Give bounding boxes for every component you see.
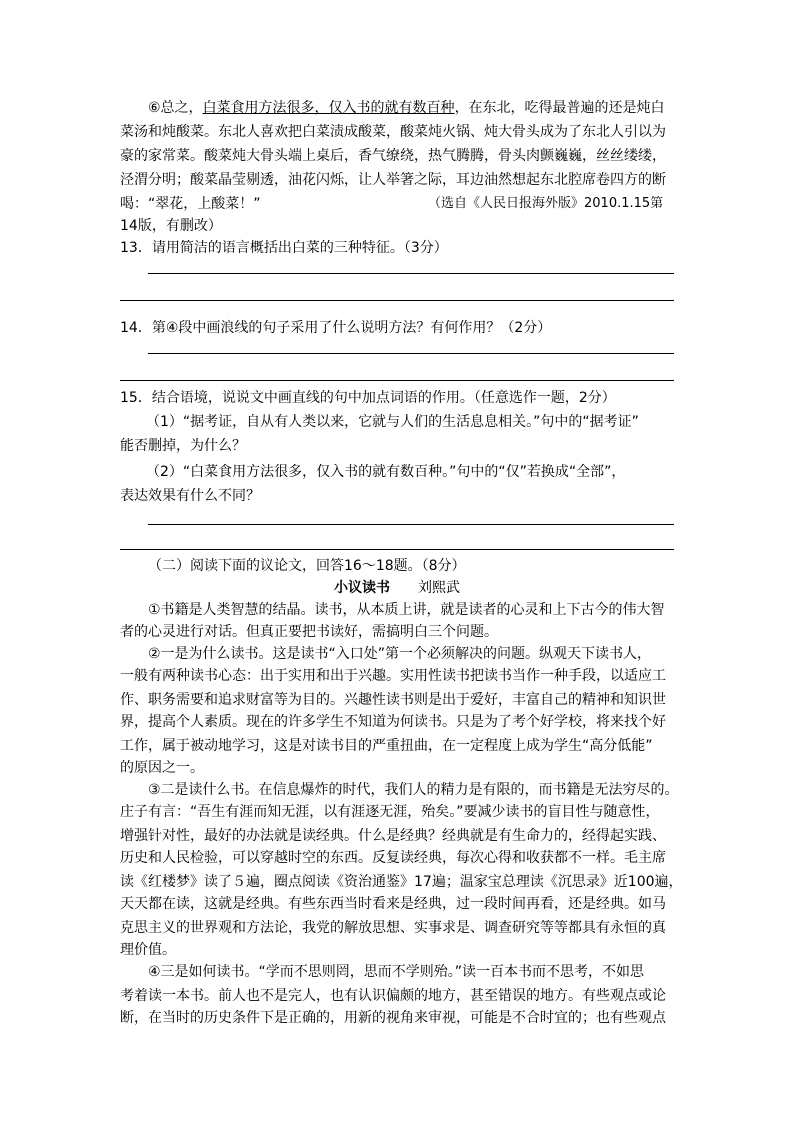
answer-line-15b[interactable] (120, 549, 674, 550)
essay-p3-line-5: 读《红楼梦》读了５遍，圈点阅读《资治通鉴》17遍；温家宝总理读《沉思录》近100遍， (120, 874, 683, 890)
essay-p1-line-2: 者的心灵进行对话。但真正要把书读好，需搞明白三个问题。 (120, 624, 498, 640)
essay-p2-line-6: 的原因之一。 (120, 760, 204, 776)
essay-p2-line-1: ②一是为什么读书。这是读书“入口处”第一个必须解决的问题。纵观天下读书人， (148, 646, 652, 662)
question-15-2: （2）“白菜食用方法很多，仅入书的就有数百种。”句中的“仅”若换成“全部”， (146, 464, 626, 480)
essay-p3-line-7: 克思主义的世界观和方法论，我党的解放思想、实事求是、调查研究等等都具有永恒的真 (120, 920, 666, 936)
essay-p3-line-2: 庄子有言：“吾生有涯而知无涯，以有涯逐无涯，殆矣。”要减少读书的盲目性与随意性， (120, 804, 660, 820)
source-citation-cont: 14版，有删改） (120, 218, 222, 234)
essay-p3-line-6: 天天都在读，这就是经典。有些东西当时看来是经典，过一段时间再看，还是经典。如马 (120, 896, 666, 912)
answer-line-14b[interactable] (120, 380, 674, 381)
p6-lead: ⑥总之， (148, 100, 203, 116)
question-15: 15．结合语境，说说文中画直线的句中加点词语的作用。（任意选作一题，2分） (120, 390, 616, 406)
essay-p2-line-2: 一般有两种读书心态：出于实用和出于兴趣。实用性读书把读书当作一种手段，以适应工 (120, 668, 666, 684)
answer-line-13a[interactable] (148, 273, 674, 274)
p6-rest: ，在东北，吃得最普遍的还是炖白 (454, 100, 665, 116)
section-two-intro: （二）阅读下面的议论文，回答16～18题。（8分） (148, 558, 466, 574)
essay-p1-line-1: ①书籍是人类智慧的结晶。读书，从本质上讲，就是读者的心灵和上下古今的伟大智 (148, 602, 665, 618)
essay-p3-line-1: ③二是读什么书。在信息爆炸的时代，我们人的精力是有限的，而书籍是无法穷尽的。 (148, 782, 679, 798)
question-15-2-cont: 表达效果有什么不同？ (120, 488, 260, 504)
essay-p3-line-3: 增强针对性，最好的办法就是读经典。什么是经典？经典就是有生命力的，经得起实践、 (120, 828, 666, 844)
answer-line-15a[interactable] (148, 524, 674, 525)
question-14: 14．第④段中画浪线的句子采用了什么说明方法？有何作用？（2分） (120, 320, 552, 336)
p6-line-3: 豪的家常菜。酸菜炖大骨头端上桌后，香气缭绕，热气腾腾，骨头肉颤巍巍，丝丝缕缕， (120, 148, 666, 164)
question-15-1-cont: 能否删掉，为什么？ (120, 438, 246, 454)
question-15-1: （1）“据考证，自从有人类以来，它就与人们的生活息息相关。”句中的“据考证” (146, 414, 639, 430)
question-13: 13．请用简洁的语言概括出白菜的三种特征。（3分） (120, 240, 448, 256)
essay-p3-line-8: 理价值。 (120, 942, 176, 958)
essay-p4-line-2: 考着读一本书。前人也不是完人，也有认识偏颇的地方，甚至错误的地方。有些观点或论 (120, 988, 666, 1004)
essay-p3-line-4: 历史和人民检验，可以穿越时空的东西。反复读经典，每次心得和收获都不一样。毛主席 (120, 850, 666, 866)
essay-title: 小议读书 (334, 580, 390, 596)
essay-p2-line-3: 作、职务需要和追求财富等为目的。兴趣性读书则是出于爱好，丰富自己的精神和知识世 (120, 692, 666, 708)
essay-p4-line-1: ④三是如何读书。“学而不思则罔，思而不学则殆。”读一百本书而不思考，不如思 (148, 964, 645, 980)
p6-line-2: 菜汤和炖酸菜。东北人喜欢把白菜渍成酸菜，酸菜炖火锅、炖大骨头成为了东北人引以为 (120, 124, 666, 140)
essay-p2-line-4: 界，提高个人素质。现在的许多学生不知道为何读书。只是为了考个好学校，将来找个好 (120, 714, 666, 730)
answer-line-13b[interactable] (120, 300, 674, 301)
source-citation: （选自《人民日报海外版》2010.1.15第 (428, 196, 664, 211)
p6-underlined-sentence: 白菜食用方法很多，仅入书的就有数百种 (202, 100, 455, 116)
p6-line-1 (120, 98, 680, 118)
essay-author: 刘熙武 (418, 580, 460, 596)
p6-line-5: 喝：“翠花，上酸菜！” (120, 196, 261, 212)
p6-line-4: 泾渭分明；酸菜晶莹剔透，油花闪烁，让人举箸之际，耳边油然想起东北腔席卷四方的断 (120, 172, 666, 188)
answer-line-14a[interactable] (148, 353, 674, 354)
essay-p4-line-3: 断，在当时的历史条件下是正确的，用新的视角来审视，可能是不合时宜的；也有些观点 (120, 1010, 666, 1026)
essay-p2-line-5: 工作，属于被动地学习，这是对读书目的严重扭曲，在一定程度上成为学生“高分低能” (120, 738, 653, 754)
